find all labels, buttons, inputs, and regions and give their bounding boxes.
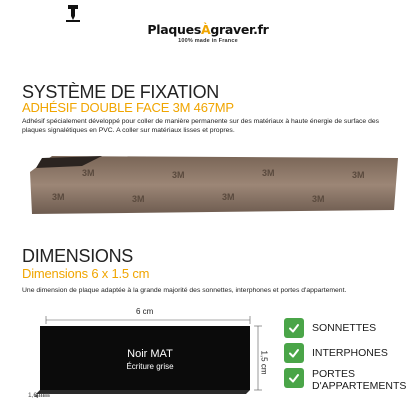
dimensions-description: Une dimension de plaque adaptée à la grande majorité des sonnettes, interphones et portes d'appartement. — [22, 287, 347, 294]
tape-3m-mark: 3M — [132, 194, 145, 204]
tape-3m-mark: 3M — [82, 168, 95, 178]
logo-subtitle: 100% made in France — [178, 38, 238, 44]
use-item — [284, 343, 388, 363]
logo-accent: À — [200, 22, 211, 37]
use-item — [284, 318, 376, 338]
tape-3m-mark: 3M — [222, 192, 235, 202]
plate-title: Noir MAT — [127, 348, 173, 360]
checkmark-icon — [284, 318, 304, 338]
plate-height-label: 1,5 cm — [259, 350, 269, 375]
fixation-description: Adhésif spécialement développé pour coller de manière permanente sur des matériaux à haute énergie de surface des plaques signalétiques en PVC. A coller sur matériaux lisses et propres. — [22, 118, 380, 134]
tape-3m-mark: 3M — [262, 168, 275, 178]
plate-width-label: 6 cm — [136, 307, 154, 316]
tape-3m-mark: 3M — [312, 194, 325, 204]
brand-logo — [0, 0, 416, 52]
plate-thickness-label: 1,6 mm — [28, 392, 50, 399]
checkmark-icon — [284, 343, 304, 363]
use-item — [284, 368, 416, 392]
tape-3m-mark: 3M — [52, 192, 65, 202]
tape-3m-mark: 3M — [172, 170, 185, 180]
use-item-label: INTERPHONES — [312, 347, 388, 359]
dimensions-title: DIMENSIONS — [22, 246, 134, 266]
use-item-label: PORTES D'APPARTEMENTS — [312, 368, 407, 392]
fixation-title: SYSTÈME DE FIXATION — [22, 82, 219, 102]
fixation-subtitle: ADHÉSIF DOUBLE FACE 3M 467MP — [22, 100, 234, 115]
checkmark-icon — [284, 368, 304, 388]
adhesive-tape-photo — [22, 152, 402, 216]
tape-3m-mark: 3M — [352, 170, 365, 180]
use-item-label: SONNETTES — [312, 322, 377, 334]
logo-title: PlaquesÀgraver.fr — [147, 22, 269, 37]
dimensions-subtitle: Dimensions 6 x 1.5 cm — [22, 266, 150, 281]
plate-subtitle: Écriture grise — [126, 362, 174, 371]
